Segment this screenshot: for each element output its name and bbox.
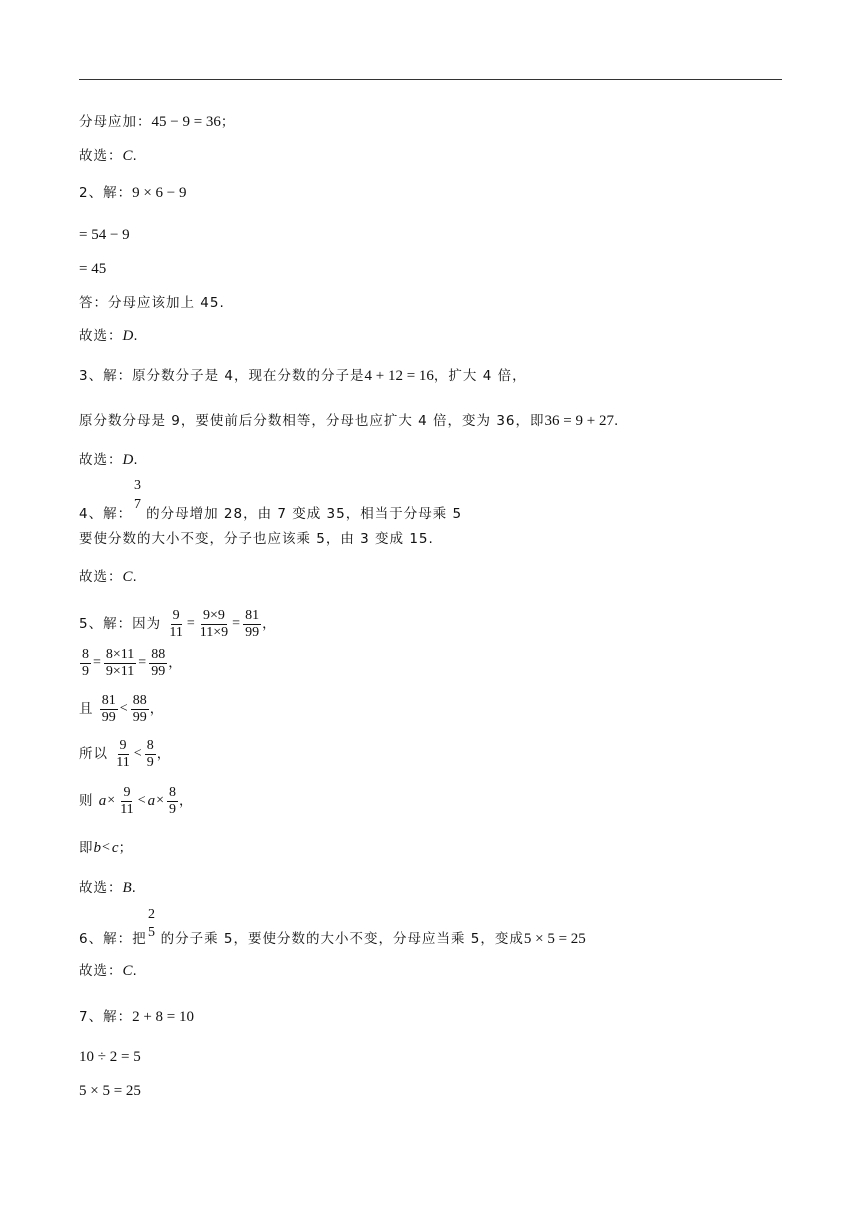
text: 答：分母应该加上 45. xyxy=(79,295,225,311)
text-tail: ； xyxy=(118,840,134,856)
less-than-sign: < xyxy=(102,840,111,855)
denominator: 11 xyxy=(120,801,134,817)
text: 4、解： xyxy=(79,506,133,522)
equals-sign: = xyxy=(186,616,196,631)
text: 所以 xyxy=(79,746,108,762)
q6-solution-line xyxy=(79,930,586,948)
numerator: 9 xyxy=(172,607,180,623)
math: 45 − 9 = 36 xyxy=(151,114,221,130)
math: 5 × 5 = 25 xyxy=(523,931,586,947)
fraction xyxy=(167,608,184,641)
answer-letter: D xyxy=(122,452,134,468)
text: 故选： xyxy=(79,880,123,896)
math: 9 × 6 − 9 xyxy=(132,185,187,201)
fraction xyxy=(118,785,135,818)
text: 5、解：因为 xyxy=(79,616,162,632)
math: 2 + 8 = 10 xyxy=(132,1009,195,1025)
text: 故选： xyxy=(79,569,123,585)
fraction xyxy=(80,647,91,680)
q5-line-ie xyxy=(79,839,133,857)
answer-letter: D xyxy=(122,328,134,344)
q5-line-because xyxy=(79,606,277,642)
comma: ， xyxy=(179,793,194,809)
text: 且 xyxy=(79,701,94,717)
fraction xyxy=(114,738,131,771)
answer-line-5 xyxy=(79,879,137,897)
numerator: 88 xyxy=(132,692,147,708)
answer-letter: C xyxy=(122,148,133,164)
answer-letter: B xyxy=(122,880,132,896)
denominator: 11 xyxy=(116,754,130,770)
text-tail: 的分母增加 28，由 7 变成 35，相当于分母乘 5 xyxy=(146,506,463,522)
math: = 54 − 9 xyxy=(79,227,130,243)
answer-line-3 xyxy=(79,451,139,469)
q2-step-1 xyxy=(79,226,130,244)
math: = 45 xyxy=(79,261,107,277)
denominator: 9×11 xyxy=(105,663,135,679)
comma: ， xyxy=(262,616,277,632)
answer-letter: C xyxy=(122,963,133,979)
comma: ， xyxy=(149,701,165,717)
q3-solution-line xyxy=(79,367,527,385)
denominator: 99 xyxy=(132,709,147,725)
q7-step-1 xyxy=(79,1048,141,1066)
line-denominator-add xyxy=(79,113,235,131)
variable-a: a xyxy=(147,793,156,809)
numerator: 8×11 xyxy=(105,646,135,662)
answer-line-4 xyxy=(79,568,138,586)
text: 故选： xyxy=(79,452,123,468)
q5-line-then xyxy=(79,783,194,819)
text: 要使分数的大小不变，分子也应该乘 5，由 3 变成 15. xyxy=(79,531,434,547)
denominator: 99 xyxy=(101,709,116,725)
q3-explanation-line xyxy=(79,412,619,430)
fraction-numerator: 3 xyxy=(134,478,141,493)
less-than-sign: < xyxy=(137,793,147,808)
fraction xyxy=(145,738,156,771)
numerator: 9 xyxy=(119,737,127,753)
q5-line-and xyxy=(79,691,164,727)
equals-sign: = xyxy=(93,655,102,670)
denominator: 9 xyxy=(82,663,89,679)
text-mid: 的分子乘 5，要使分数的大小不变，分母应当乘 5，变成 xyxy=(160,931,524,947)
q7-solution-line xyxy=(79,1008,194,1026)
denominator: 9 xyxy=(146,754,154,770)
numerator: 81 xyxy=(101,692,116,708)
times-sign: × xyxy=(107,793,117,808)
numerator: 81 xyxy=(245,607,260,623)
text: 故选： xyxy=(79,148,123,164)
fraction xyxy=(149,647,167,680)
text-tail: . xyxy=(131,880,137,896)
numerator: 8 xyxy=(146,737,154,753)
text: 7、解： xyxy=(79,1009,133,1025)
text: 故选： xyxy=(79,328,123,344)
fraction xyxy=(131,693,149,726)
q4-solution-line xyxy=(79,505,462,523)
less-than-sign: < xyxy=(133,746,143,761)
denominator: 99 xyxy=(245,624,260,640)
denominator: 11 xyxy=(169,624,183,640)
text: 即 xyxy=(79,840,94,856)
text-tail: . xyxy=(133,452,139,468)
comma: ， xyxy=(156,746,172,762)
q5-line-therefore xyxy=(79,736,171,772)
numerator: 8 xyxy=(169,784,176,800)
text-tail: . xyxy=(132,148,138,164)
less-than-sign: < xyxy=(119,701,129,716)
header-rule xyxy=(79,79,782,80)
variable-c: c xyxy=(111,840,119,856)
text-tail: . xyxy=(132,963,138,979)
fraction xyxy=(104,647,136,680)
variable-b: b xyxy=(93,840,101,856)
q5-line-8-9 xyxy=(79,645,183,681)
denominator: 9 xyxy=(169,801,176,817)
numerator: 88 xyxy=(151,646,166,662)
q4-explanation-line xyxy=(79,530,434,548)
fraction xyxy=(198,608,230,641)
equals-sign: = xyxy=(138,655,148,670)
q2-step-2 xyxy=(79,260,106,278)
answer-line-6 xyxy=(79,962,138,980)
q7-step-2 xyxy=(79,1082,141,1100)
numerator: 8 xyxy=(82,646,89,662)
text: 则 xyxy=(79,793,94,809)
denominator: 99 xyxy=(151,663,166,679)
variable-a: a xyxy=(98,793,107,809)
numerator: 9 xyxy=(123,784,131,800)
math: 5 × 5 = 25 xyxy=(79,1083,141,1099)
text-tail: . xyxy=(613,413,620,429)
text: 3、解：原分数分子是 4，现在分数的分子是 xyxy=(79,368,365,384)
fraction-numerator: 2 xyxy=(148,907,155,922)
text: 6、解：把 xyxy=(79,931,147,947)
text-tail: . xyxy=(132,569,138,585)
q2-solution-line xyxy=(79,184,187,202)
fraction xyxy=(167,785,178,818)
equals-sign: = xyxy=(232,616,242,631)
text-tail: . xyxy=(133,328,139,344)
numerator: 9×9 xyxy=(203,607,225,623)
times-sign: × xyxy=(156,793,165,808)
answer-line-2 xyxy=(79,327,139,345)
answer-letter: C xyxy=(122,569,133,585)
text: 2、解： xyxy=(79,185,133,201)
text: 故选： xyxy=(79,963,123,979)
text: 原分数分母是 9，要使前后分数相等，分母也应扩大 4 倍，变为 36，即 xyxy=(79,413,545,429)
text-tail: ； xyxy=(220,114,236,130)
math: 4 + 12 = 16 xyxy=(364,368,434,384)
math: 10 ÷ 2 = 5 xyxy=(79,1049,141,1065)
comma: ， xyxy=(168,655,183,671)
text-tail: ，扩大 4 倍， xyxy=(433,368,527,384)
math: 36 = 9 + 27 xyxy=(544,413,614,429)
q2-answer-text xyxy=(79,294,225,312)
fraction xyxy=(243,608,261,641)
text: 分母应加： xyxy=(79,114,152,130)
fraction-denominator: 5 xyxy=(148,925,155,940)
answer-line-1 xyxy=(79,147,138,165)
denominator: 11×9 xyxy=(199,624,229,640)
fraction xyxy=(100,693,118,726)
fraction-denominator: 7 xyxy=(134,497,141,512)
